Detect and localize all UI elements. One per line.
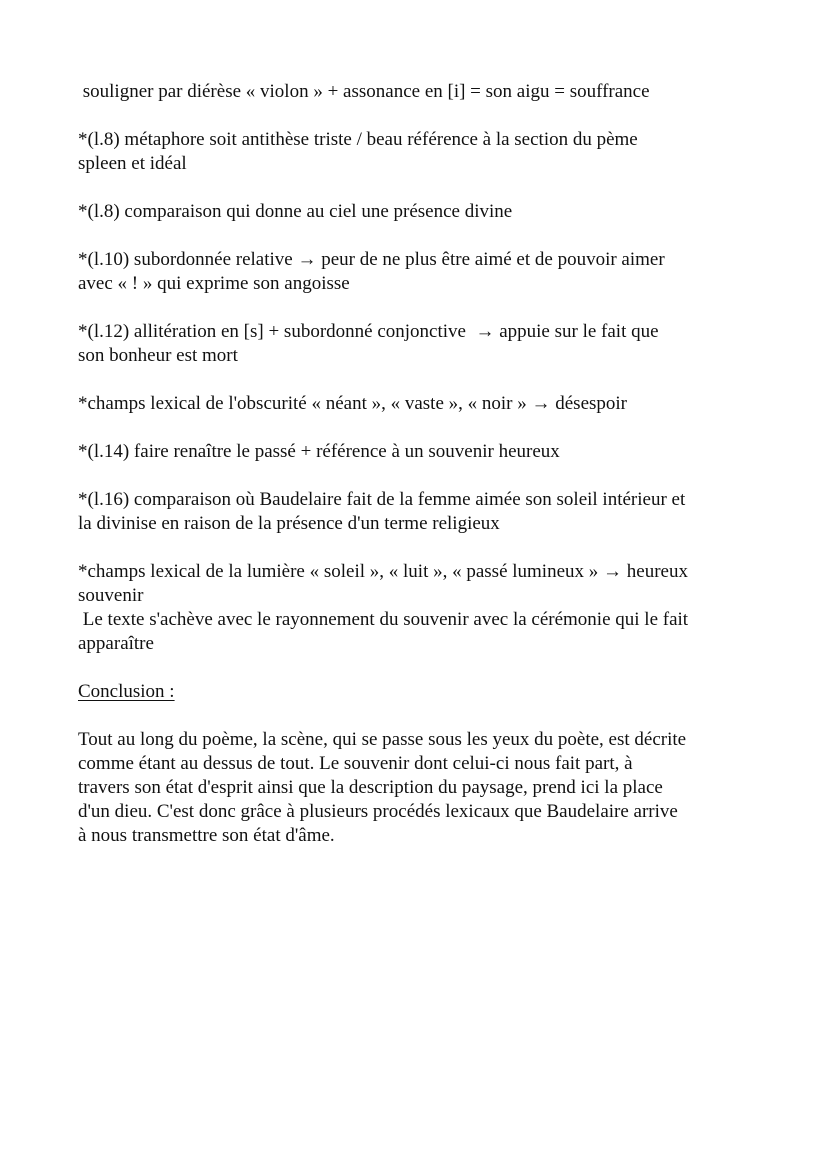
paragraph-lumiere: *champs lexical de la lumière « soleil », « luit », « passé lumineux » → heureux souvenir Le texte s'achève avec le rayonnement du souvenir avec la cérémonie qui le fait apparaître <box>78 561 689 654</box>
paragraph-soleil-interieur: *(l.16) comparaison où Baudelaire fait de la femme aimée son soleil intérieur et la divinise en raison de la présence d'un terme religieux <box>78 489 686 534</box>
paragraph-comparaison-ciel: *(l.8) comparaison qui donne au ciel une présence divine <box>78 201 513 222</box>
paragraph-subordonnee-relative: *(l.10) subordonnée relative → peur de ne plus être aimé et de pouvoir aimer avec « ! » qui exprime son angoisse <box>78 249 665 294</box>
paragraph-alliteration: *(l.12) allitération en [s] + subordonné conjonctive → appuie sur le fait que son bonheur est mort <box>78 321 659 366</box>
paragraph-metaphore: *(l.8) métaphore soit antithèse triste / beau référence à la section du pème spleen et idéal <box>78 129 638 174</box>
paragraph-violon: souligner par diérèse « violon » + assonance en [i] = son aigu = souffrance <box>78 81 650 102</box>
conclusion-heading: Conclusion : <box>78 681 175 702</box>
paragraph-passe: *(l.14) faire renaître le passé + référence à un souvenir heureux <box>78 441 560 462</box>
paragraph-obscurite: *champs lexical de l'obscurité « néant », « vaste », « noir » → désespoir <box>78 393 628 414</box>
conclusion-paragraph: Tout au long du poème, la scène, qui se passe sous les yeux du poète, est décrite comme étant au dessus de tout. Le souvenir dont celui-ci nous fait part, à travers son état d'esprit ainsi que la description du paysage, prend ici la place d'un dieu. C'est donc grâce à plusieurs procédés lexicaux que Baudelaire arrive à nous transmettre son état d'âme. <box>78 729 687 846</box>
